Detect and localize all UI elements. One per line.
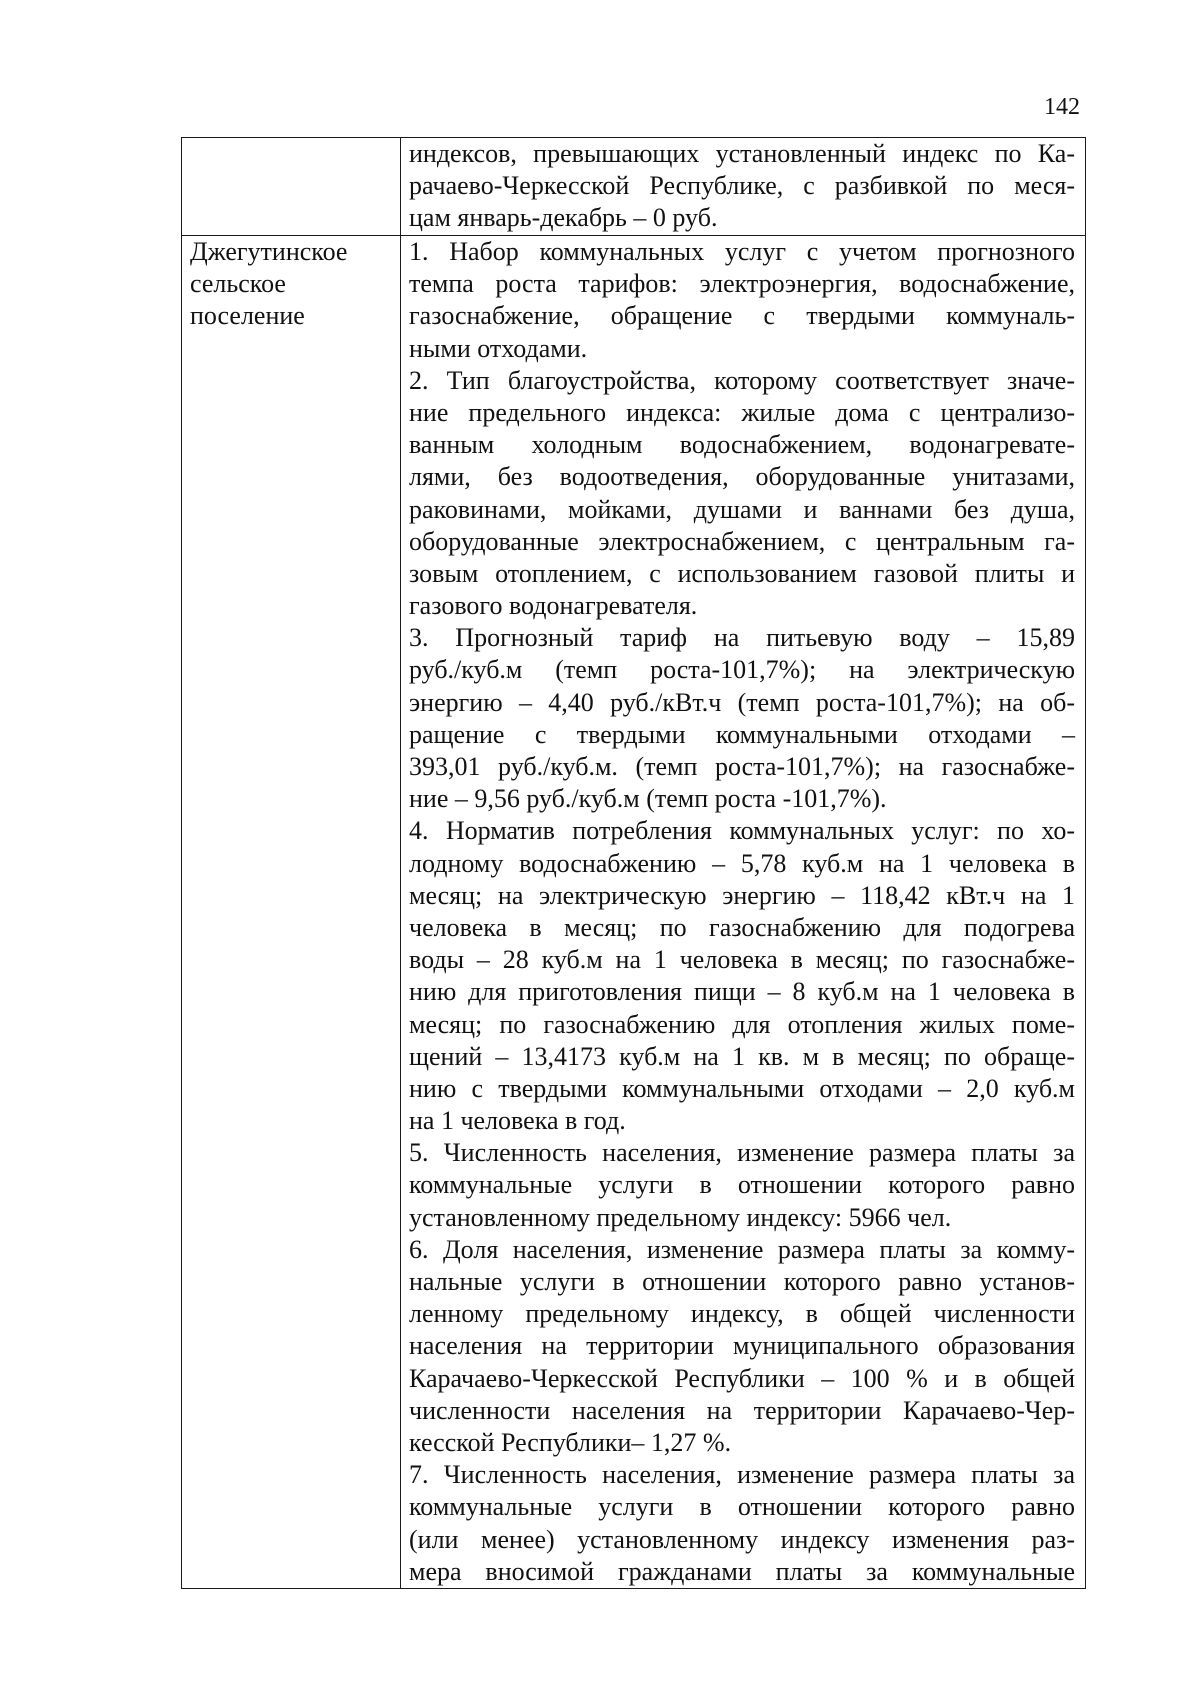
description-cell	[401, 138, 1086, 236]
description-text-line: человека в месяц; по газоснабжению для подогрева	[409, 912, 1075, 942]
description-text-line: коммунальные услуги в отношении которого равно	[409, 1170, 1075, 1200]
municipality-name-line: поселение	[190, 301, 305, 331]
municipality-name-line: Джегутинское	[190, 237, 348, 266]
description-text-line: 1. Набор коммунальных услуг с учетом прогнозного	[409, 237, 1075, 266]
description-text-line: населения на территории муниципального образования	[409, 1331, 1075, 1361]
description-text-line: 7. Численность населения, изменение размера платы за	[409, 1460, 1075, 1490]
description-text-line: (или менее) установленному индексу изменения раз-	[409, 1524, 1075, 1554]
description-text-line: нию для приготовления пищи – 8 куб.м на 1 человека в	[409, 977, 1075, 1007]
municipality-name-line: сельское	[190, 269, 286, 299]
description-text-line: руб./куб.м (темп роста-101,7%); на электрическую	[409, 655, 1075, 685]
description-text-line: установленному предельному индексу: 5966 чел.	[409, 1202, 952, 1232]
municipality-cell	[182, 236, 401, 1589]
description-text-line: мера вносимой гражданами платы за коммунальные	[409, 1556, 1075, 1586]
description-text-line: 6. Доля населения, изменение размера платы за комму-	[409, 1234, 1075, 1264]
description-text-line: воды – 28 куб.м на 1 человека в месяц; по газоснабже-	[409, 945, 1075, 975]
description-text-line: нию с твердыми коммунальными отходами – 2,0 куб.м	[409, 1073, 1075, 1103]
description-text-line: численности населения на территории Карачаево-Чер-	[409, 1395, 1075, 1425]
description-text-line: цам январь-декабрь – 0 руб.	[409, 203, 718, 233]
description-text-line: оборудованные электроснабжением, с центральным га-	[409, 526, 1075, 556]
description-text-line: щений – 13,4173 куб.м на 1 кв. м в месяц; по обраще-	[409, 1041, 1075, 1071]
description-text-line: ние предельного индекса: жилые дома с централизо-	[409, 397, 1075, 427]
description-text-line: ванным холодным водоснабжением, водонагревате-	[409, 430, 1075, 460]
description-text-line: ленному предельному индексу, в общей численности	[409, 1299, 1075, 1329]
description-text-line: 4. Норматив потребления коммунальных услуг: по хо-	[409, 816, 1075, 846]
description-text-line: ращение с твердыми коммунальными отходами –	[409, 719, 1075, 749]
description-text-line: ными отходами.	[409, 333, 588, 363]
description-text-line: 5. Численность населения, изменение размера платы за	[409, 1138, 1075, 1168]
description-text-line: газоснабжение, обращение с твердыми коммуналь-	[409, 301, 1075, 331]
description-text-line: Карачаево-Черкесской Республики – 100 % и в общей	[409, 1363, 1075, 1393]
description-text-line: ние – 9,56 руб./куб.м (темп роста -101,7%).	[409, 784, 887, 814]
page-number: 142	[1044, 94, 1080, 120]
description-text-line: рачаево-Черкесской Республике, с разбивкой по меся-	[409, 171, 1075, 201]
description-text-line: темпа роста тарифов: электроэнергия, водоснабжение,	[409, 269, 1075, 299]
description-text-line: коммунальные услуги в отношении которого равно	[409, 1492, 1075, 1522]
description-text-line: 3. Прогнозный тариф на питьевую воду – 15,89	[409, 623, 1075, 653]
description-text-line: 2. Тип благоустройства, которому соответствует значе-	[409, 365, 1075, 395]
description-cell	[401, 236, 1086, 1589]
description-text-line: лями, без водоотведения, оборудованные унитазами,	[409, 462, 1075, 492]
table-row	[182, 138, 1086, 236]
description-text-line: кесской Республики– 1,27 %.	[409, 1427, 732, 1457]
description-text-line: нальные услуги в отношении которого равно установ-	[409, 1267, 1075, 1296]
document-table	[181, 137, 1086, 1589]
description-text-line: зовым отоплением, с использованием газовой плиты и	[409, 558, 1075, 588]
municipality-cell	[182, 138, 401, 236]
description-text-line: газового водонагревателя.	[409, 591, 698, 621]
description-text-line: энергию – 4,40 руб./кВт.ч (темп роста-101,7%); на об-	[409, 687, 1075, 717]
description-text-line: на 1 человека в год.	[409, 1106, 626, 1136]
description-text-line: раковинами, мойками, душами и ваннами без душа,	[409, 494, 1075, 524]
table-row	[182, 236, 1086, 1589]
description-text-line: месяц; по газоснабжению для отопления жилых поме-	[409, 1009, 1075, 1039]
description-text-line: лодному водоснабжению – 5,78 куб.м на 1 человека в	[409, 848, 1075, 878]
description-text-line: индексов, превышающих установленный индекс по Ка-	[409, 139, 1075, 168]
description-text-line: 393,01 руб./куб.м. (темп роста-101,7%); на газоснабже-	[409, 752, 1075, 781]
description-text-line: месяц; на электрическую энергию – 118,42 кВт.ч на 1	[409, 880, 1075, 910]
